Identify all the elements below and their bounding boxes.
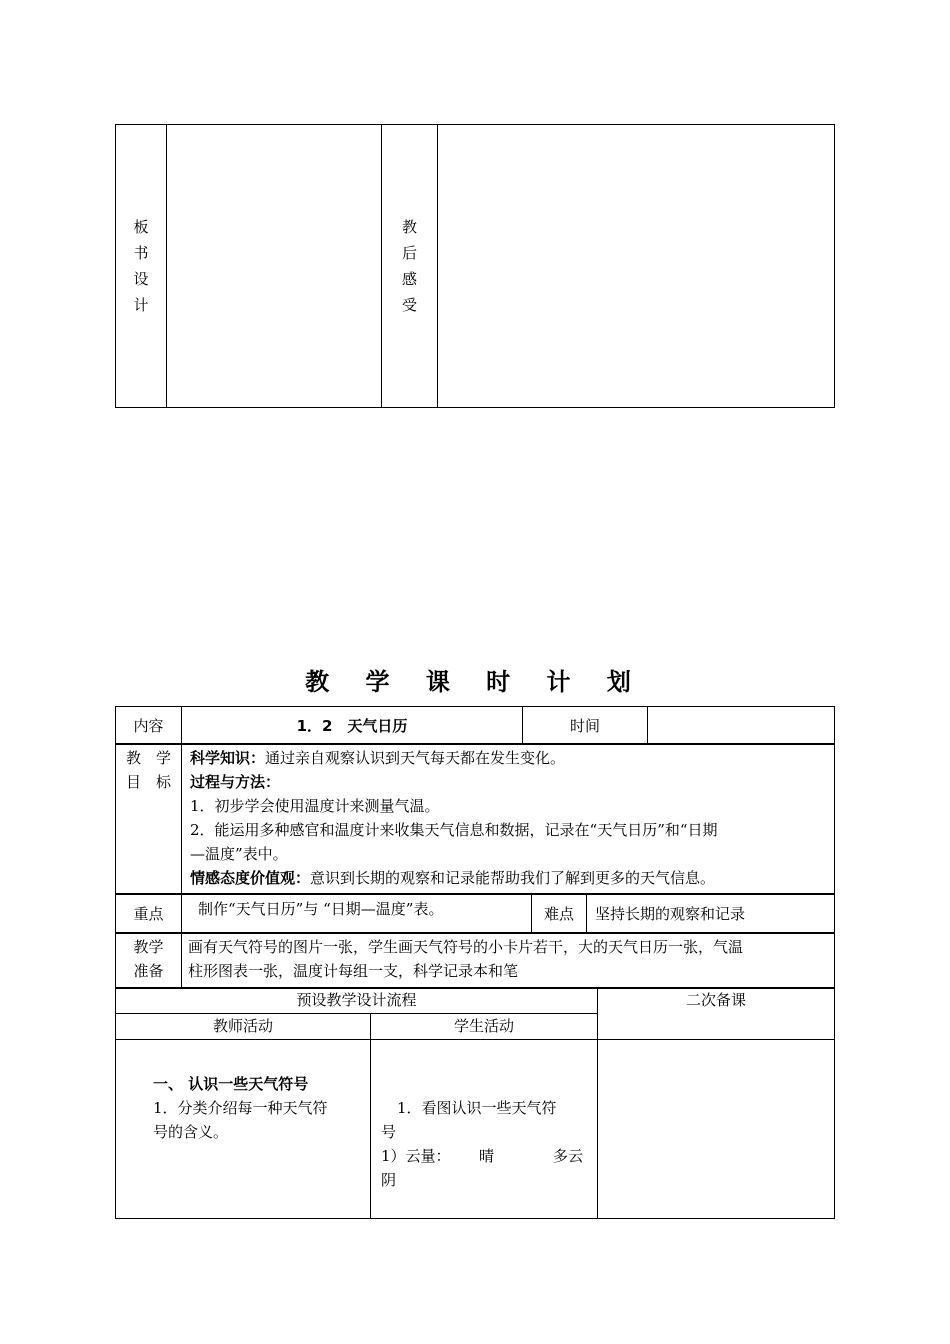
process-item-1: 1．初步学会使用温度计来测量气温。 [190,797,440,815]
student-activity-cell: 1．看图认识一些天气符 号 1）云量： 晴 多云 阴 [371,1040,598,1219]
reflection-label: 教 后 感 受 [382,125,438,408]
hard-text: 坚持长期的观察和记录 [587,894,835,934]
process-label: 过程与方法： [190,773,281,791]
time-value [648,707,835,745]
flow-header: 预设教学设计流程 [116,988,598,1014]
key-label: 重点 [116,894,182,934]
student-item: 1．看图认识一些天气符 [397,1099,557,1117]
process-item-2b: —温度”表中。 [190,845,288,863]
goals-table [115,743,835,895]
board-design-label: 板 书 设 计 [116,125,167,408]
content-value: 1．2 天气日历 [182,707,523,745]
goals-label: 教 学 目 标 [116,744,182,895]
emotion-text: 意识到长期的观察和记录能帮助我们了解到更多的天气信息。 [310,869,716,887]
key-text: 制作“天气日历”与 “日期—温度”表。 [182,894,532,934]
hard-label: 难点 [532,894,587,934]
key-hard-table [115,893,835,934]
cloud-cloudy: 多云 [553,1147,584,1165]
goals-content [182,744,835,895]
board-design-table [115,124,835,408]
prep-table [115,932,835,989]
time-label: 时间 [523,707,648,745]
page-title: 教 学 课 时 计 划 [305,667,645,696]
teacher-item: 1．分类介绍每一种天气符 [153,1099,328,1117]
second-prep-header: 二次备课 [598,988,835,1040]
prep-content: 画有天气符号的图片一张，学生画天气符号的小卡片若干，大的天气日历一张，气温 柱形图表一张，温度计每组一支，科学记录本和笔 [182,933,835,989]
process-item-2a: 2．能运用多种感官和温度计来收集天气信息和数据，记录在“天气日历”和“日期 [190,821,718,839]
flow-table [115,987,835,1219]
cloud-overcast: 阴 [381,1171,397,1189]
board-design-cell [167,125,382,408]
content-label: 内容 [116,707,182,745]
emotion-label: 情感态度价值观： [190,869,311,887]
prep-label: 教学 准备 [116,933,182,989]
sci-text: 通过亲自观察认识到天气每天都在发生变化。 [265,749,566,767]
sci-label: 科学知识： [190,749,266,767]
teacher-section-title: 一、 认识一些天气符号 [153,1075,309,1093]
cloud-sunny: 晴 [479,1147,495,1165]
plan-header-table [115,706,835,745]
reflection-cell [438,125,835,408]
teacher-header: 教师活动 [116,1014,371,1040]
teacher-activity-cell: 一、 认识一些天气符号 1．分类介绍每一种天气符 号的含义。 [116,1040,371,1219]
cloud-row: 1）云量： 晴 多云 [381,1144,589,1168]
student-header: 学生活动 [371,1014,598,1040]
second-prep-cell [598,1040,835,1219]
